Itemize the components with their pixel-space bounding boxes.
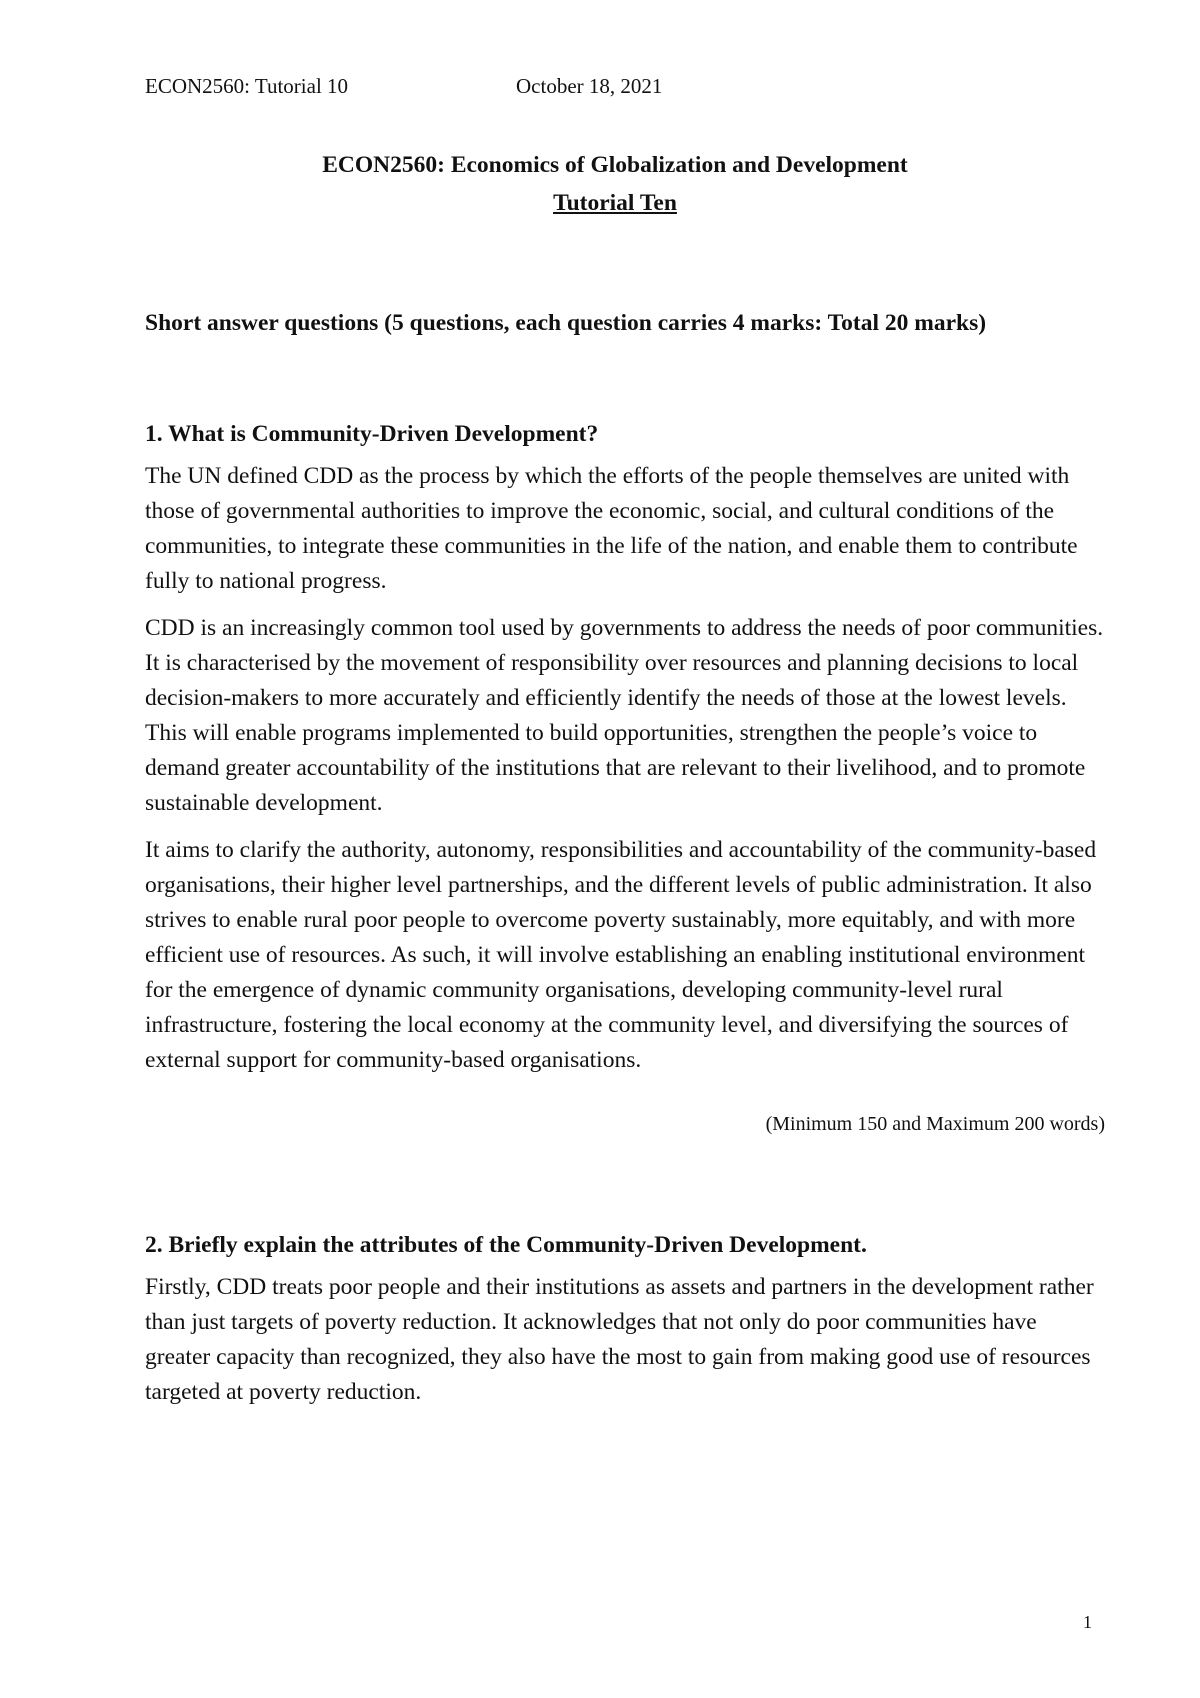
page-number: 1 bbox=[1083, 1612, 1092, 1632]
question-1-heading: 1. What is Community-Driven Development? bbox=[145, 421, 599, 447]
title-block bbox=[0, 146, 1200, 222]
question-1-paragraph-2: CDD is an increasingly common tool used by governments to address the needs of poor communities. It is characterised by the movement of responsibility over resources and planning decisions to local decision-makers to more accurately and efficiently identify the needs of those at the lowest levels. This will enable programs implemented to build opportunities, strengthen the people’s voice to demand greater accountability of the institutions that are relevant to their livelihood, and to promote sustainable development. bbox=[145, 615, 1104, 816]
document-subtitle: Tutorial Ten bbox=[553, 190, 677, 216]
header-course: ECON2560: Tutorial 10 bbox=[145, 74, 349, 98]
question-2-paragraph-1: Firstly, CDD treats poor people and their institutions as assets and partners in the development rather than just targets of poverty reduction. It acknowledges that not only do poor communities have greater capacity than recognized, they also have the most to gain from making good use of resources targeted at poverty reduction. bbox=[145, 1274, 1094, 1405]
document-title: ECON2560: Economics of Globalization and Development bbox=[322, 152, 908, 178]
question-1-paragraph-1: The UN defined CDD as the process by which the efforts of the people themselves are united with those of governmental authorities to improve the economic, social, and cultural conditions of the communities, to integrate these communities in the life of the nation, and enable them to contribute fully to national progress. bbox=[145, 463, 1078, 594]
document-body bbox=[145, 306, 1105, 1410]
header-date: October 18, 2021 bbox=[516, 74, 663, 98]
question-1-word-limit: (Minimum 150 and Maximum 200 words) bbox=[765, 1113, 1105, 1135]
question-1-paragraph-3: It aims to clarify the authority, autonomy, responsibilities and accountability of the community-based organisations, their higher level partnerships, and the different levels of public administration. It also strives to enable rural poor people to overcome poverty sustainably, more equitably, and with more efficient use of resources. As such, it will involve establishing an enabling institutional environment for the emergence of dynamic community organisations, developing community-level rural infrastructure, fostering the local economy at the community level, and diversifying the sources of external support for community-based organisations. bbox=[145, 837, 1097, 1073]
question-2-heading: 2. Briefly explain the attributes of the Community-Driven Development. bbox=[145, 1232, 867, 1258]
section-intro: Short answer questions (5 questions, each question carries 4 marks: Total 20 marks) bbox=[145, 310, 987, 336]
